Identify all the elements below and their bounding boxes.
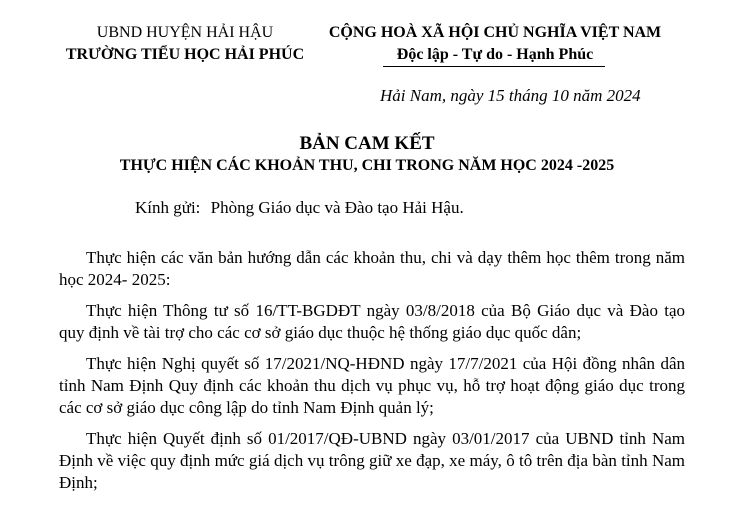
- document-title: BẢN CAM KẾT: [299, 133, 435, 154]
- school-name: TRƯỜNG TIỂU HỌC HẢI PHÚC: [65, 46, 305, 63]
- country-name: CỘNG HOÀ XÃ HỘI CHỦ NGHĨA VIỆT NAM: [328, 24, 662, 41]
- document-body: [59, 247, 685, 503]
- national-header: [325, 22, 665, 66]
- body-paragraph: Thực hiện Nghị quyết số 17/2021/NQ-HĐND ngày 17/7/2021 của Hội đồng nhân dân tỉnh Nam Định Quy định các khoản thu dịch vụ phục vụ, hỗ trợ hoạt động giáo dục trong các cơ sở giáo dục công lập do tỉnh Nam Định quản lý;: [59, 354, 685, 417]
- place-date: Hải Nam, ngày 15 tháng 10 năm 2024: [380, 86, 641, 105]
- org-name: UBND HUYỆN HẢI HẬU: [96, 24, 274, 41]
- recipient-value: Phòng Giáo dục và Đào tạo Hải Hậu.: [210, 198, 464, 217]
- document-subtitle: THỰC HIỆN CÁC KHOẢN THU, CHI TRONG NĂM HỌC 2024 -2025: [119, 157, 615, 174]
- body-paragraph: Thực hiện Thông tư số 16/TT-BGDĐT ngày 03/8/2018 của Bộ Giáo dục và Đào tạo quy định về tài trợ cho các cơ sở giáo dục thuộc hệ thống giáo dục quốc dân;: [59, 301, 685, 342]
- issuer-header: [60, 22, 310, 66]
- recipient-line: [135, 198, 464, 218]
- recipient-label: Kính gửi:: [135, 198, 201, 217]
- national-motto: Độc lập - Tự do - Hạnh Phúc: [396, 46, 594, 63]
- motto-underline: [383, 66, 605, 67]
- body-paragraph: Thực hiện các văn bản hướng dẫn các khoản thu, chi và dạy thêm học thêm trong năm học 2024- 2025:: [59, 248, 685, 289]
- body-paragraph: Thực hiện Quyết định số 01/2017/QĐ-UBND ngày 03/01/2017 của UBND tỉnh Nam Định về việc quy định mức giá dịch vụ trông giữ xe đạp, xe máy, ô tô trên địa bàn tỉnh Nam Định;: [59, 429, 685, 492]
